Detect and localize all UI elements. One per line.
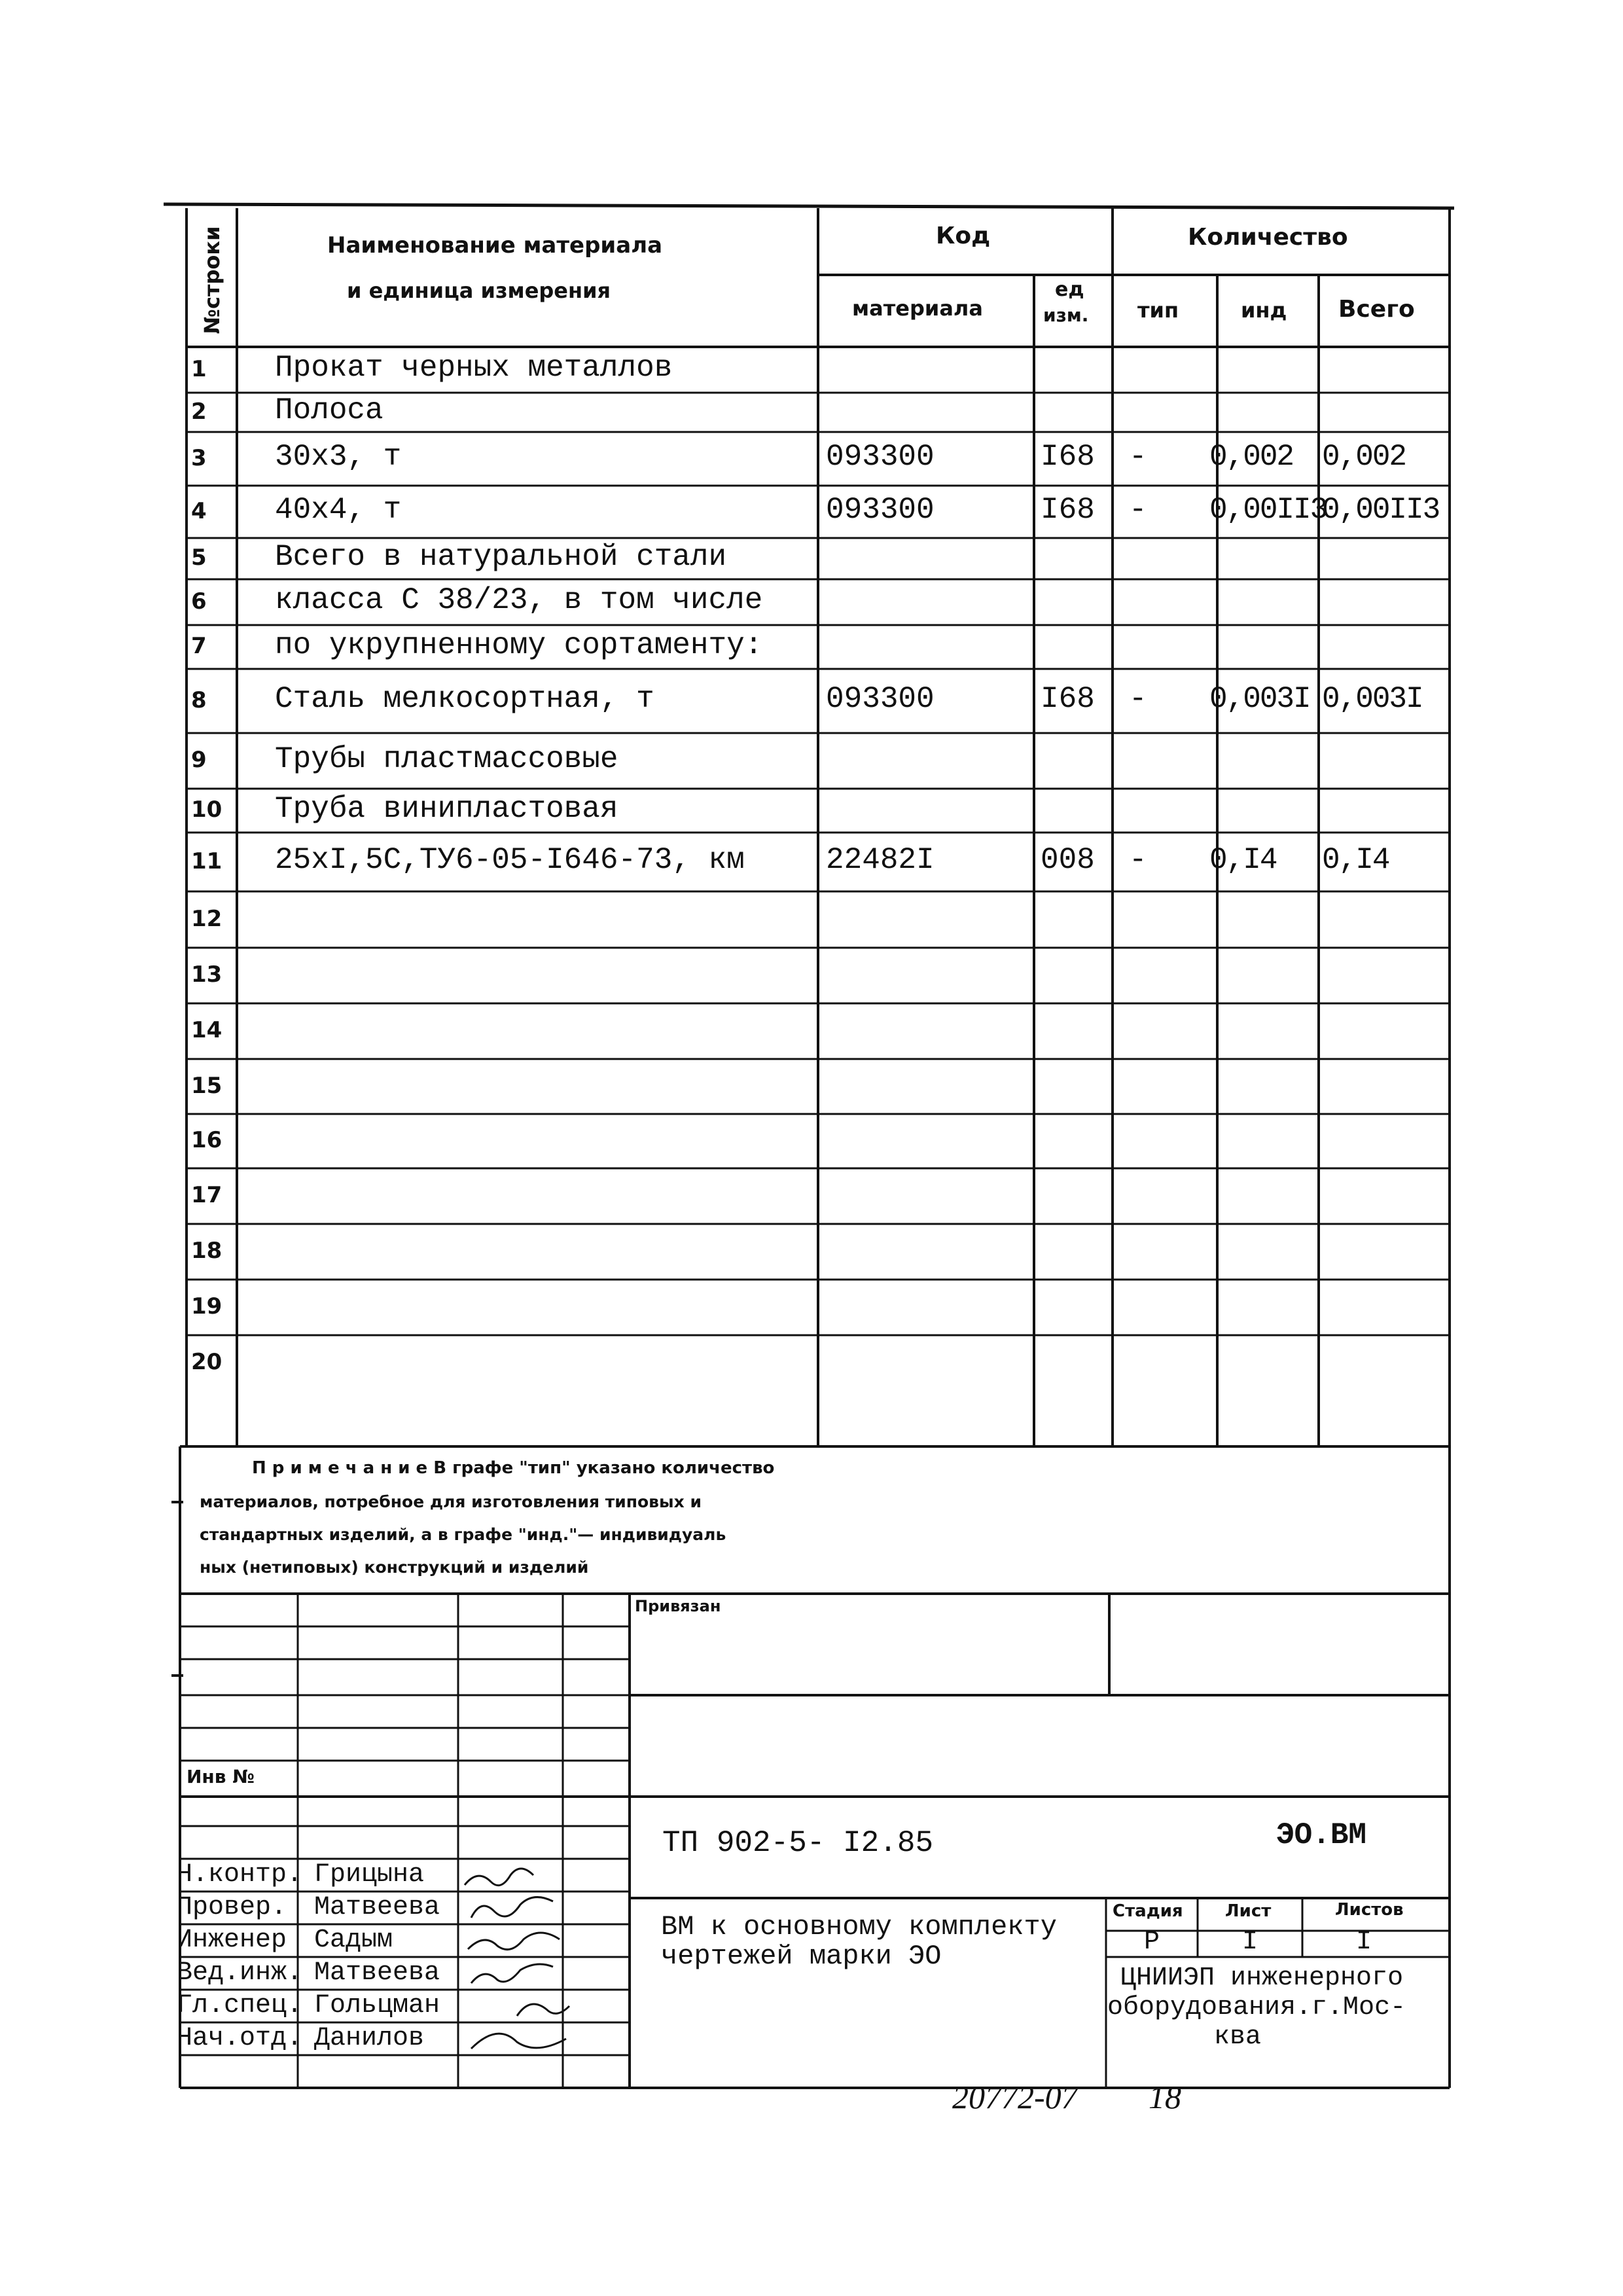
material-name: Сталь мелкосортная, т [275,682,654,717]
footer-stamp: 20772-07 [952,2079,1078,2115]
row-number: 18 [191,1238,223,1265]
row-number: 6 [191,588,207,615]
org-line1: ЦНИИЭП инженерного [1120,1964,1404,1993]
row-number: 15 [191,1072,223,1099]
unit-code: I68 [1041,493,1095,528]
qty-type: - [1129,682,1147,717]
signature-name: Садым [314,1926,393,1955]
qty-ind: 0,00II3 [1209,493,1327,528]
note-line1: П р и м е ч а н и е В графе "тип" указано количество [252,1458,775,1478]
row-number: 13 [191,961,223,988]
header-code-unit-2: изм. [1043,304,1089,326]
header-quantity: Количество [1188,224,1348,251]
qty-total: 0,003I [1322,682,1423,717]
row-number: 9 [191,747,207,774]
header-code: Код [936,223,991,249]
signature-name: Матвеева [314,1958,440,1988]
material-name: 40х4, т [275,493,402,528]
material-name: Прокат черных металлов [275,351,673,386]
row-number: 12 [191,905,223,932]
material-name: по укрупненному сортаменту: [275,628,763,662]
material-code: 093300 [826,493,935,528]
row-number: 2 [191,398,207,425]
header-name-line2: и единица измерения [347,278,611,303]
row-number: 11 [191,848,223,874]
qty-total: 0,002 [1322,440,1406,475]
row-number: 14 [191,1017,223,1044]
signature-role: Гл.спец. [177,1991,303,2020]
note-line3: стандартных изделий, а в графе "инд."— индивидуаль [200,1525,726,1544]
material-name: класса С 38/23, в том числе [275,583,763,618]
material-name: Труба винипластовая [275,791,618,826]
row-number: 8 [191,687,207,713]
signature-role: Провер. [177,1893,287,1922]
qty-type: - [1129,440,1147,475]
header-code-unit-1: ед [1055,278,1084,301]
row-number: 1 [191,355,207,382]
header-type: тип [1137,298,1179,323]
material-code: 093300 [826,682,935,717]
signature-role: Н.контр. [177,1860,303,1890]
row-number: 10 [191,797,223,823]
qty-total: 0,00II3 [1322,493,1440,528]
signature-role: Вед.инж. [177,1958,303,1988]
header-code-material: материала [852,296,983,321]
note-line4: ных (нетиповых) конструкций и изделий [200,1558,589,1577]
material-code: 093300 [826,440,935,475]
material-name: Полоса [275,393,383,428]
signature-role: Инженер [177,1926,287,1955]
material-name: 25хI,5С,ТУ6-05-I646-73, км [275,843,745,878]
stage-value: Р [1144,1928,1160,1957]
material-name: 30х3, т [275,440,402,475]
doc-title-line2: чертежей марки ЭО [661,1941,942,1972]
doc-code: ТП 902-5- I2.85 [662,1826,934,1860]
footer-page: 18 [1149,2079,1181,2115]
qty-total: 0,I4 [1322,843,1389,878]
signature-name: Гольцман [314,1991,440,2020]
row-number: 4 [191,497,207,524]
material-name: Трубы пластмассовые [275,742,618,776]
qty-ind: 0,002 [1209,440,1294,475]
row-number: 7 [191,633,207,660]
qty-type: - [1129,843,1147,878]
org-line3: ква [1214,2022,1262,2052]
note-line2: материалов, потребное для изготовления типовых и [200,1492,702,1511]
org-line2: оборудования.г.Мос- [1107,1993,1406,2022]
signature-name: Грицына [314,1860,425,1890]
sheets-value: I [1356,1928,1372,1957]
row-number: 3 [191,444,207,471]
qty-type: - [1129,493,1147,528]
privyazan-label: Привязан [635,1597,721,1615]
row-number: 16 [191,1127,223,1154]
unit-code: 008 [1041,843,1095,878]
unit-code: I68 [1041,440,1095,475]
sheets-label: Листов [1335,1900,1404,1920]
signature-name: Данилов [314,2024,425,2053]
qty-ind: 0,003I [1209,682,1310,717]
row-number: 19 [191,1293,223,1320]
material-name: Всего в натуральной стали [275,539,727,574]
inv-no-label: Инв № [187,1766,255,1787]
header-row-number: №строки [200,225,224,334]
row-number: 20 [191,1349,223,1376]
sheet-value: I [1242,1928,1258,1957]
header-total: Всего [1338,296,1415,323]
material-code: 22482I [826,843,935,878]
qty-ind: 0,I4 [1209,843,1277,878]
signature-role: Нач.отд. [177,2024,303,2053]
stage-label: Стадия [1113,1901,1183,1921]
signature-name: Матвеева [314,1893,440,1922]
unit-code: I68 [1041,682,1095,717]
header-ind: инд [1241,298,1287,323]
sheet-label: Лист [1225,1901,1272,1921]
row-number: 17 [191,1182,223,1209]
doc-mark: ЭО.ВМ [1276,1818,1367,1852]
row-number: 5 [191,545,207,571]
doc-title-line1: ВМ к основному комплекту [661,1911,1057,1943]
header-name-line1: Наименование материала [327,232,663,259]
